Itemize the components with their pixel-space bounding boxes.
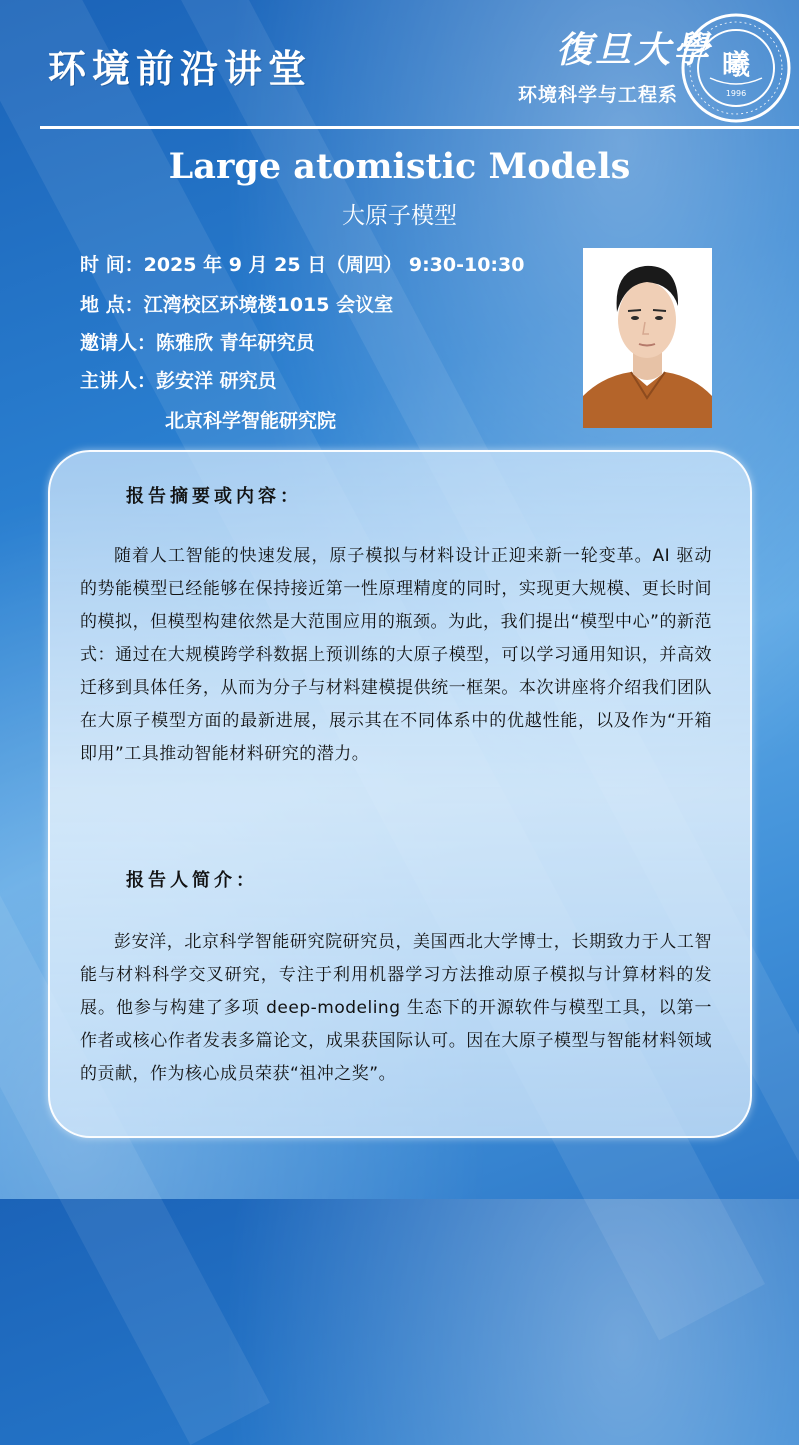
speaker-photo bbox=[583, 248, 712, 428]
info-time: 时 间：2025 年 9 月 25 日（周四） 9:30-10:30 bbox=[80, 254, 525, 276]
university-emblem-icon bbox=[680, 12, 792, 124]
abstract-heading: 报告摘要或内容： bbox=[126, 486, 302, 507]
series-title: 环境前沿讲堂 bbox=[48, 47, 313, 91]
department-name: 环境科学与工程系 bbox=[518, 84, 679, 106]
talk-subtitle: 大原子模型 bbox=[342, 203, 457, 229]
university-logo-text: 復旦大學 bbox=[556, 29, 713, 71]
emblem-center-text: 曦 bbox=[721, 48, 751, 81]
emblem-year: 1996 bbox=[725, 89, 747, 98]
bio-text: 彭安洋，北京科学智能研究院研究员，美国西北大学博士，长期致力于人工智能与材料科学交叉研究，专注于利用机器学习方法推动原子模拟与计算材料的发展。他参与构建了多项 deep-modeling 生态下的开源软件与模型工具，以第一作者或核心作者发表多篇论文，成果获国际认可。因在大原子模型与智能材料领域的贡献，作为核心成员荣获“祖冲之奖”。 bbox=[80, 932, 712, 1084]
talk-title: Large atomistic Models bbox=[168, 146, 631, 187]
abstract-text: 随着人工智能的快速发展，原子模拟与材料设计正迎来新一轮变革。AI 驱动的势能模型已经能够在保持接近第一性原理精度的同时，实现更大规模、更长时间的模拟，但模型构建依然是大范围应用的瓶颈。为此，我们提出“模型中心”的新范式：通过在大规模跨学科数据上预训练的大原子模型，可以学习通用知识，并高效迁移到具体任务，从而为分子与材料建模提供统一框架。本次讲座将介绍我们团队在大原子模型方面的最新进展，展示其在不同体系中的优越性能，以及作为“开箱即用”工具推动智能材料研究的潜力。 bbox=[80, 546, 712, 764]
header-divider bbox=[40, 126, 799, 129]
info-location: 地 点：江湾校区环境楼1015 会议室 bbox=[80, 294, 394, 316]
info-host: 邀请人：陈雅欣 青年研究员 bbox=[80, 332, 315, 354]
info-affiliation: 北京科学智能研究院 bbox=[165, 410, 337, 432]
info-speaker: 主讲人：彭安洋 研究员 bbox=[80, 370, 277, 392]
bio-heading: 报告人简介： bbox=[126, 870, 258, 891]
